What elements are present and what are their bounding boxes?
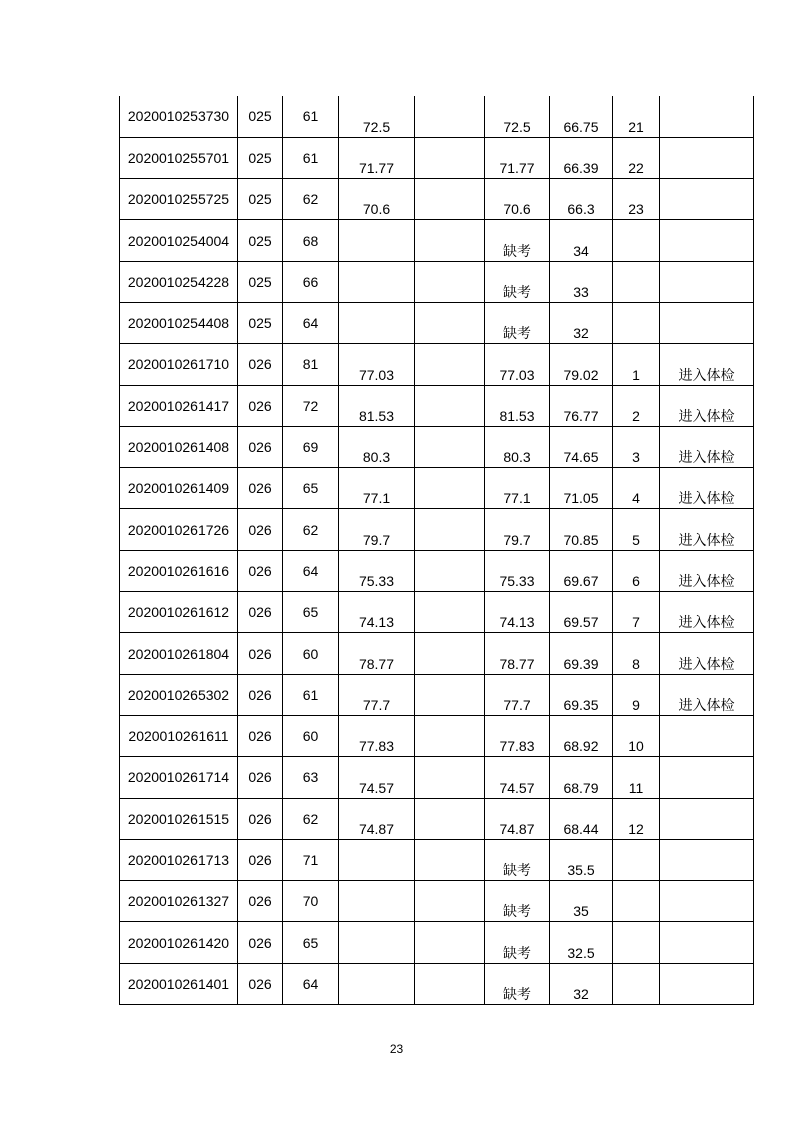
post-code-cell: 026 bbox=[238, 385, 283, 426]
post-code-cell: 025 bbox=[238, 302, 283, 343]
written-score-cell: 69 bbox=[283, 426, 339, 467]
empty-cell bbox=[415, 385, 485, 426]
final-interview-score-cell: 78.77 bbox=[485, 633, 550, 674]
rank-cell: 3 bbox=[613, 426, 660, 467]
interview-score-cell: 78.77 bbox=[339, 633, 415, 674]
empty-cell bbox=[415, 757, 485, 798]
table-row bbox=[120, 385, 754, 426]
total-score-cell: 69.39 bbox=[550, 633, 613, 674]
final-interview-score-cell: 80.3 bbox=[485, 426, 550, 467]
final-interview-score-cell: 74.13 bbox=[485, 592, 550, 633]
rank-cell: 23 bbox=[613, 179, 660, 220]
admission-number-cell: 2020010261710 bbox=[120, 344, 238, 385]
empty-cell bbox=[415, 179, 485, 220]
interview-score-cell: 77.1 bbox=[339, 468, 415, 509]
empty-cell bbox=[415, 426, 485, 467]
admission-number-cell: 2020010261612 bbox=[120, 592, 238, 633]
written-score-cell: 81 bbox=[283, 344, 339, 385]
empty-cell bbox=[415, 963, 485, 1004]
remark-cell bbox=[660, 302, 754, 343]
post-code-cell: 026 bbox=[238, 963, 283, 1004]
rank-cell bbox=[613, 922, 660, 963]
admission-number-cell: 2020010255725 bbox=[120, 179, 238, 220]
rank-cell: 2 bbox=[613, 385, 660, 426]
written-score-cell: 66 bbox=[283, 261, 339, 302]
written-score-cell: 70 bbox=[283, 881, 339, 922]
final-interview-score-cell: 缺考 bbox=[485, 839, 550, 880]
rank-cell: 10 bbox=[613, 715, 660, 756]
table-row bbox=[120, 922, 754, 963]
final-interview-score-cell: 77.83 bbox=[485, 715, 550, 756]
admission-number-cell: 2020010261616 bbox=[120, 550, 238, 591]
admission-number-cell: 2020010265302 bbox=[120, 674, 238, 715]
remark-cell bbox=[660, 881, 754, 922]
total-score-cell: 32 bbox=[550, 302, 613, 343]
rank-cell: 5 bbox=[613, 509, 660, 550]
remark-cell: 进入体检 bbox=[660, 385, 754, 426]
post-code-cell: 026 bbox=[238, 881, 283, 922]
total-score-cell: 79.02 bbox=[550, 344, 613, 385]
total-score-cell: 35 bbox=[550, 881, 613, 922]
interview-score-cell: 77.03 bbox=[339, 344, 415, 385]
post-code-cell: 025 bbox=[238, 261, 283, 302]
total-score-cell: 32.5 bbox=[550, 922, 613, 963]
final-interview-score-cell: 79.7 bbox=[485, 509, 550, 550]
empty-cell bbox=[415, 550, 485, 591]
written-score-cell: 61 bbox=[283, 137, 339, 178]
post-code-cell: 026 bbox=[238, 839, 283, 880]
post-code-cell: 026 bbox=[238, 757, 283, 798]
empty-cell bbox=[415, 839, 485, 880]
interview-score-cell: 74.87 bbox=[339, 798, 415, 839]
written-score-cell: 63 bbox=[283, 757, 339, 798]
final-interview-score-cell: 77.7 bbox=[485, 674, 550, 715]
table-row bbox=[120, 881, 754, 922]
empty-cell bbox=[415, 468, 485, 509]
interview-score-cell bbox=[339, 261, 415, 302]
post-code-cell: 026 bbox=[238, 550, 283, 591]
admission-number-cell: 2020010261327 bbox=[120, 881, 238, 922]
remark-cell: 进入体检 bbox=[660, 344, 754, 385]
final-interview-score-cell: 缺考 bbox=[485, 881, 550, 922]
post-code-cell: 026 bbox=[238, 715, 283, 756]
post-code-cell: 026 bbox=[238, 798, 283, 839]
score-table-body bbox=[120, 96, 754, 1005]
post-code-cell: 025 bbox=[238, 137, 283, 178]
admission-number-cell: 2020010261515 bbox=[120, 798, 238, 839]
interview-score-cell: 80.3 bbox=[339, 426, 415, 467]
written-score-cell: 62 bbox=[283, 798, 339, 839]
written-score-cell: 72 bbox=[283, 385, 339, 426]
final-interview-score-cell: 71.77 bbox=[485, 137, 550, 178]
final-interview-score-cell: 缺考 bbox=[485, 922, 550, 963]
empty-cell bbox=[415, 344, 485, 385]
empty-cell bbox=[415, 96, 485, 137]
empty-cell bbox=[415, 592, 485, 633]
rank-cell bbox=[613, 261, 660, 302]
written-score-cell: 64 bbox=[283, 550, 339, 591]
interview-score-cell: 72.5 bbox=[339, 96, 415, 137]
empty-cell bbox=[415, 261, 485, 302]
rank-cell: 22 bbox=[613, 137, 660, 178]
post-code-cell: 026 bbox=[238, 344, 283, 385]
empty-cell bbox=[415, 302, 485, 343]
written-score-cell: 62 bbox=[283, 509, 339, 550]
total-score-cell: 33 bbox=[550, 261, 613, 302]
table-row bbox=[120, 592, 754, 633]
remark-cell bbox=[660, 715, 754, 756]
admission-number-cell: 2020010261611 bbox=[120, 715, 238, 756]
written-score-cell: 65 bbox=[283, 922, 339, 963]
total-score-cell: 68.44 bbox=[550, 798, 613, 839]
table-row bbox=[120, 633, 754, 674]
final-interview-score-cell: 缺考 bbox=[485, 302, 550, 343]
table-row bbox=[120, 468, 754, 509]
post-code-cell: 026 bbox=[238, 674, 283, 715]
table-row bbox=[120, 344, 754, 385]
admission-number-cell: 2020010261726 bbox=[120, 509, 238, 550]
rank-cell bbox=[613, 302, 660, 343]
interview-score-cell bbox=[339, 963, 415, 1004]
rank-cell bbox=[613, 220, 660, 261]
rank-cell: 8 bbox=[613, 633, 660, 674]
admission-number-cell: 2020010261420 bbox=[120, 922, 238, 963]
interview-score-cell: 77.83 bbox=[339, 715, 415, 756]
score-table bbox=[119, 96, 754, 1005]
final-interview-score-cell: 75.33 bbox=[485, 550, 550, 591]
interview-score-cell bbox=[339, 839, 415, 880]
rank-cell: 1 bbox=[613, 344, 660, 385]
post-code-cell: 026 bbox=[238, 468, 283, 509]
empty-cell bbox=[415, 715, 485, 756]
total-score-cell: 68.79 bbox=[550, 757, 613, 798]
written-score-cell: 60 bbox=[283, 633, 339, 674]
final-interview-score-cell: 缺考 bbox=[485, 261, 550, 302]
post-code-cell: 026 bbox=[238, 426, 283, 467]
total-score-cell: 32 bbox=[550, 963, 613, 1004]
total-score-cell: 34 bbox=[550, 220, 613, 261]
empty-cell bbox=[415, 509, 485, 550]
rank-cell: 9 bbox=[613, 674, 660, 715]
table-row bbox=[120, 179, 754, 220]
remark-cell: 进入体检 bbox=[660, 674, 754, 715]
final-interview-score-cell: 74.87 bbox=[485, 798, 550, 839]
admission-number-cell: 2020010261714 bbox=[120, 757, 238, 798]
rank-cell: 4 bbox=[613, 468, 660, 509]
rank-cell: 11 bbox=[613, 757, 660, 798]
rank-cell: 12 bbox=[613, 798, 660, 839]
interview-score-cell: 79.7 bbox=[339, 509, 415, 550]
remark-cell: 进入体检 bbox=[660, 633, 754, 674]
remark-cell bbox=[660, 839, 754, 880]
empty-cell bbox=[415, 922, 485, 963]
written-score-cell: 64 bbox=[283, 963, 339, 1004]
admission-number-cell: 2020010261804 bbox=[120, 633, 238, 674]
written-score-cell: 61 bbox=[283, 674, 339, 715]
final-interview-score-cell: 81.53 bbox=[485, 385, 550, 426]
empty-cell bbox=[415, 633, 485, 674]
total-score-cell: 66.3 bbox=[550, 179, 613, 220]
admission-number-cell: 2020010255701 bbox=[120, 137, 238, 178]
interview-score-cell: 71.77 bbox=[339, 137, 415, 178]
empty-cell bbox=[415, 881, 485, 922]
written-score-cell: 60 bbox=[283, 715, 339, 756]
remark-cell: 进入体检 bbox=[660, 550, 754, 591]
admission-number-cell: 2020010253730 bbox=[120, 96, 238, 137]
rank-cell: 7 bbox=[613, 592, 660, 633]
table-row bbox=[120, 96, 754, 137]
interview-score-cell bbox=[339, 881, 415, 922]
table-row bbox=[120, 426, 754, 467]
interview-score-cell: 81.53 bbox=[339, 385, 415, 426]
total-score-cell: 66.39 bbox=[550, 137, 613, 178]
post-code-cell: 026 bbox=[238, 509, 283, 550]
empty-cell bbox=[415, 137, 485, 178]
total-score-cell: 71.05 bbox=[550, 468, 613, 509]
total-score-cell: 69.67 bbox=[550, 550, 613, 591]
rank-cell bbox=[613, 881, 660, 922]
total-score-cell: 76.77 bbox=[550, 385, 613, 426]
written-score-cell: 65 bbox=[283, 592, 339, 633]
admission-number-cell: 2020010261409 bbox=[120, 468, 238, 509]
table-row bbox=[120, 509, 754, 550]
written-score-cell: 65 bbox=[283, 468, 339, 509]
table-row bbox=[120, 963, 754, 1004]
table-row bbox=[120, 137, 754, 178]
empty-cell bbox=[415, 798, 485, 839]
admission-number-cell: 2020010254004 bbox=[120, 220, 238, 261]
table-row bbox=[120, 674, 754, 715]
remark-cell bbox=[660, 179, 754, 220]
post-code-cell: 026 bbox=[238, 633, 283, 674]
admission-number-cell: 2020010254408 bbox=[120, 302, 238, 343]
total-score-cell: 68.92 bbox=[550, 715, 613, 756]
written-score-cell: 68 bbox=[283, 220, 339, 261]
remark-cell bbox=[660, 798, 754, 839]
admission-number-cell: 2020010261713 bbox=[120, 839, 238, 880]
total-score-cell: 66.75 bbox=[550, 96, 613, 137]
remark-cell bbox=[660, 922, 754, 963]
table-row bbox=[120, 550, 754, 591]
rank-cell bbox=[613, 963, 660, 1004]
empty-cell bbox=[415, 220, 485, 261]
admission-number-cell: 2020010261408 bbox=[120, 426, 238, 467]
rank-cell: 6 bbox=[613, 550, 660, 591]
final-interview-score-cell: 77.1 bbox=[485, 468, 550, 509]
remark-cell bbox=[660, 757, 754, 798]
table-row bbox=[120, 261, 754, 302]
final-interview-score-cell: 缺考 bbox=[485, 220, 550, 261]
total-score-cell: 69.35 bbox=[550, 674, 613, 715]
written-score-cell: 61 bbox=[283, 96, 339, 137]
post-code-cell: 025 bbox=[238, 179, 283, 220]
interview-score-cell: 74.13 bbox=[339, 592, 415, 633]
interview-score-cell: 75.33 bbox=[339, 550, 415, 591]
final-interview-score-cell: 缺考 bbox=[485, 963, 550, 1004]
post-code-cell: 025 bbox=[238, 220, 283, 261]
remark-cell bbox=[660, 220, 754, 261]
table-row bbox=[120, 715, 754, 756]
interview-score-cell bbox=[339, 220, 415, 261]
interview-score-cell: 77.7 bbox=[339, 674, 415, 715]
post-code-cell: 026 bbox=[238, 592, 283, 633]
remark-cell: 进入体检 bbox=[660, 592, 754, 633]
interview-score-cell bbox=[339, 922, 415, 963]
table-row bbox=[120, 839, 754, 880]
rank-cell: 21 bbox=[613, 96, 660, 137]
table-row bbox=[120, 220, 754, 261]
table-row bbox=[120, 302, 754, 343]
remark-cell bbox=[660, 137, 754, 178]
total-score-cell: 74.65 bbox=[550, 426, 613, 467]
interview-score-cell: 74.57 bbox=[339, 757, 415, 798]
remark-cell: 进入体检 bbox=[660, 509, 754, 550]
remark-cell bbox=[660, 261, 754, 302]
written-score-cell: 64 bbox=[283, 302, 339, 343]
post-code-cell: 026 bbox=[238, 922, 283, 963]
table-row bbox=[120, 757, 754, 798]
admission-number-cell: 2020010254228 bbox=[120, 261, 238, 302]
written-score-cell: 71 bbox=[283, 839, 339, 880]
remark-cell: 进入体检 bbox=[660, 426, 754, 467]
final-interview-score-cell: 72.5 bbox=[485, 96, 550, 137]
interview-score-cell: 70.6 bbox=[339, 179, 415, 220]
empty-cell bbox=[415, 674, 485, 715]
total-score-cell: 70.85 bbox=[550, 509, 613, 550]
remark-cell bbox=[660, 96, 754, 137]
written-score-cell: 62 bbox=[283, 179, 339, 220]
total-score-cell: 35.5 bbox=[550, 839, 613, 880]
admission-number-cell: 2020010261401 bbox=[120, 963, 238, 1004]
total-score-cell: 69.57 bbox=[550, 592, 613, 633]
admission-number-cell: 2020010261417 bbox=[120, 385, 238, 426]
remark-cell bbox=[660, 963, 754, 1004]
rank-cell bbox=[613, 839, 660, 880]
remark-cell: 进入体检 bbox=[660, 468, 754, 509]
table-row bbox=[120, 798, 754, 839]
post-code-cell: 025 bbox=[238, 96, 283, 137]
interview-score-cell bbox=[339, 302, 415, 343]
final-interview-score-cell: 77.03 bbox=[485, 344, 550, 385]
page-number: 23 bbox=[389, 1042, 404, 1056]
final-interview-score-cell: 74.57 bbox=[485, 757, 550, 798]
final-interview-score-cell: 70.6 bbox=[485, 179, 550, 220]
